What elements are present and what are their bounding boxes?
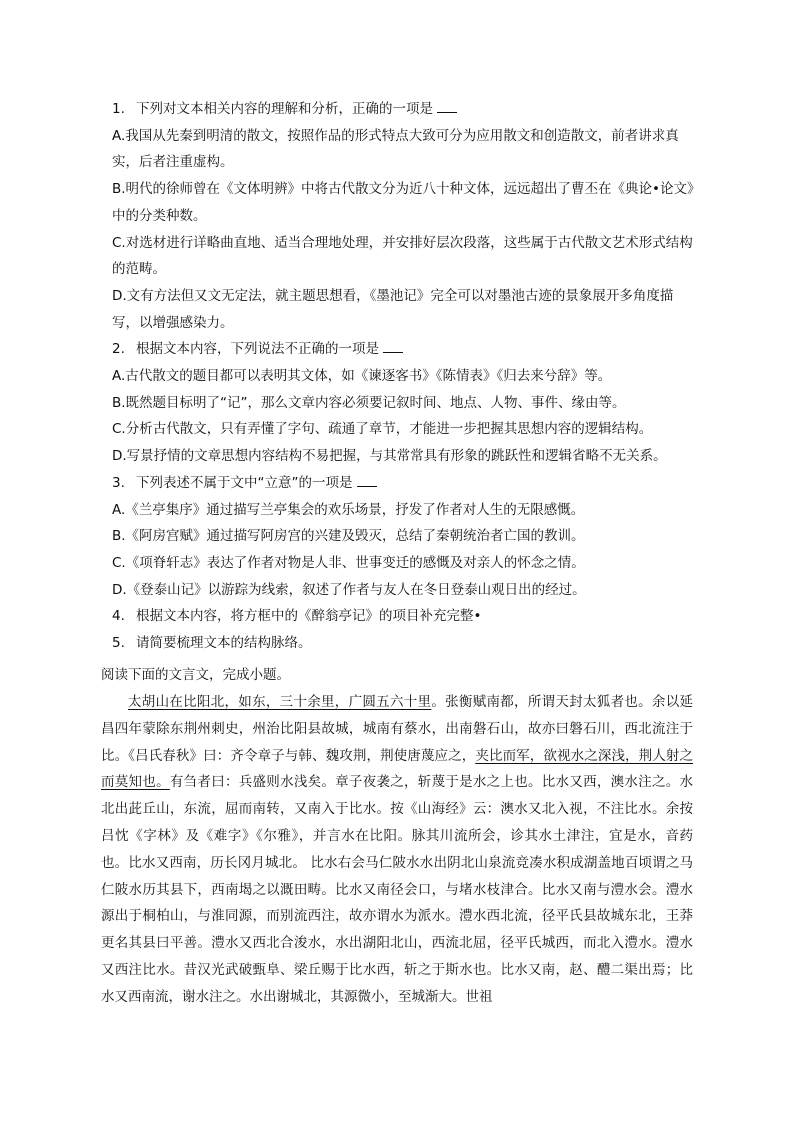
option-a: A.《兰亭集序》通过描写兰亭集会的欢乐场景，抒发了作者对人生的无限感慨。: [112, 501, 585, 518]
classical-passage: [101, 689, 693, 1011]
question-2: [112, 336, 700, 363]
passage-text-2: 有刍者曰：兵盛则水浅矣。章子夜袭之，斩蔑于是水之上也。比水又西，澳水注之。水北出茈丘山，东流，屈而南转，又南入于比水。按《山海经》云：澳水又北入视，不注比水。余按吕忱《字林》及《难字》《尔雅》，并言水在比阳。脉其川流所会，诊其水土津注，宜是水，音药也。比水又西南，历长冈月城北。 比水右会马仁陂水水出阴北山泉流竞凑水积成湖盖地百顷谓之马仁陂水历其县下，西南堨之以溉田畴。比水又南径会口，与堵水枝津合。比水又南与澧水会。澧水源出于桐柏山，与淮同源，而别流西注，故亦谓水为派水。澧水西北流，径平氏县故城东北，王莽更名其县曰平善。澧水又西北合浚水，水出湖阳北山，西流北屈，径平氏城西，而北入澧水。澧水又西注比水。昔汉光武破甄阜、梁丘赐于比水西，斩之于斯水也。比水又南，赵、醴二渠出焉；比水又西南流，谢水注之。水出谢城北，其源微小，至城渐大。世祖: [101, 774, 694, 1005]
option-b: B.既然题目标明了“记”，那么文章内容必须要记叙时间、地点、人物、事件、缘由等。: [112, 394, 626, 411]
option-b: B.《阿房宫赋》通过描写阿房宫的兴建及毁灭，总结了秦朝统治者亡国的教训。: [112, 528, 585, 545]
question-number: 2.: [112, 341, 125, 358]
option-c: C.《项脊轩志》表达了作者对物是人非、世事变迁的感慨及对亲人的怀念之情。: [112, 554, 585, 571]
question-stem: 根据文本内容，下列说法不正确的一项是: [136, 341, 379, 358]
question-stem: 根据文本内容，将方框中的《醉翁亭记》的项目补充完整•: [136, 608, 482, 625]
option-d: D.写景抒情的文章思想内容结构不易把握，与其常常具有形象的跳跃性和逻辑省略不无关系。: [112, 448, 667, 465]
option-d: D.文有方法但又文无定法，就主题思想看，《墨池记》完全可以对墨池古迹的景象展开多角度描写，以增强感染力。: [112, 287, 674, 331]
answer-blank: [357, 474, 377, 487]
reading-instruction: 阅读下面的文言文，完成小题。: [101, 667, 290, 683]
option-a: A.古代散文的题目都可以表明其文体，如《谏逐客书》《陈情表》《归去来兮辞》等。: [112, 368, 612, 385]
question-number: 1.: [112, 101, 125, 117]
question-stem: 请简要梳理文本的结构脉络。: [136, 635, 312, 652]
question-number: 4.: [112, 608, 125, 625]
question-4: [112, 603, 700, 630]
question-5: [112, 630, 700, 657]
option-c: C.对选材进行详略曲直地、适当合理地处理，并安排好层次段落，这些属于古代散文艺术形式结构的范畴。: [112, 234, 693, 278]
passage-text-1: 。张衡赋南都，所谓天封太狐者也。余以延昌四年蒙除东荆州刺史，州治比阳县故城，城南有蔡水，出南磐石山，故亦曰磐石川，西北流注于比。《吕氏春秋》曰：齐令章子与韩、魏攻荆，荆使唐蔑应之，: [101, 694, 694, 764]
question-number: 3.: [112, 474, 125, 491]
question-stem: 下列对文本相关内容的理解和分析，正确的一项是: [136, 101, 433, 117]
option-a: A.我国从先秦到明清的散文，按照作品的形式特点大致可分为应用散文和创造散文，前者讲求真实，后者注重虚构。: [112, 127, 679, 171]
underlined-sentence-1: 太胡山在比阳北，如东，三十余里，广圆五六十里: [128, 694, 432, 710]
question-1: [112, 96, 700, 123]
option-d: D.《登泰山记》以游踪为线索，叙述了作者与友人在冬日登泰山观日出的经过。: [112, 581, 586, 598]
questions-section: [112, 96, 700, 657]
answer-blank: [437, 100, 457, 113]
option-b: B.明代的徐师曾在《文体明辨》中将古代散文分为近八十种文体，远远超出了曹丕在《典论•论文》中的分类种数。: [112, 181, 694, 224]
underlined-sentence-2: 夹比而军，欲视水之深浅，荆人射之而莫知也。: [101, 747, 694, 791]
option-c: C.分析古代散文，只有弄懂了字句、疏通了章节，才能进一步把握其思想内容的逻辑结构。: [112, 421, 653, 438]
question-3: [112, 470, 700, 497]
answer-blank: [383, 340, 403, 353]
question-number: 5.: [112, 635, 125, 652]
question-stem: 下列表述不属于文中“立意”的一项是: [136, 474, 353, 491]
